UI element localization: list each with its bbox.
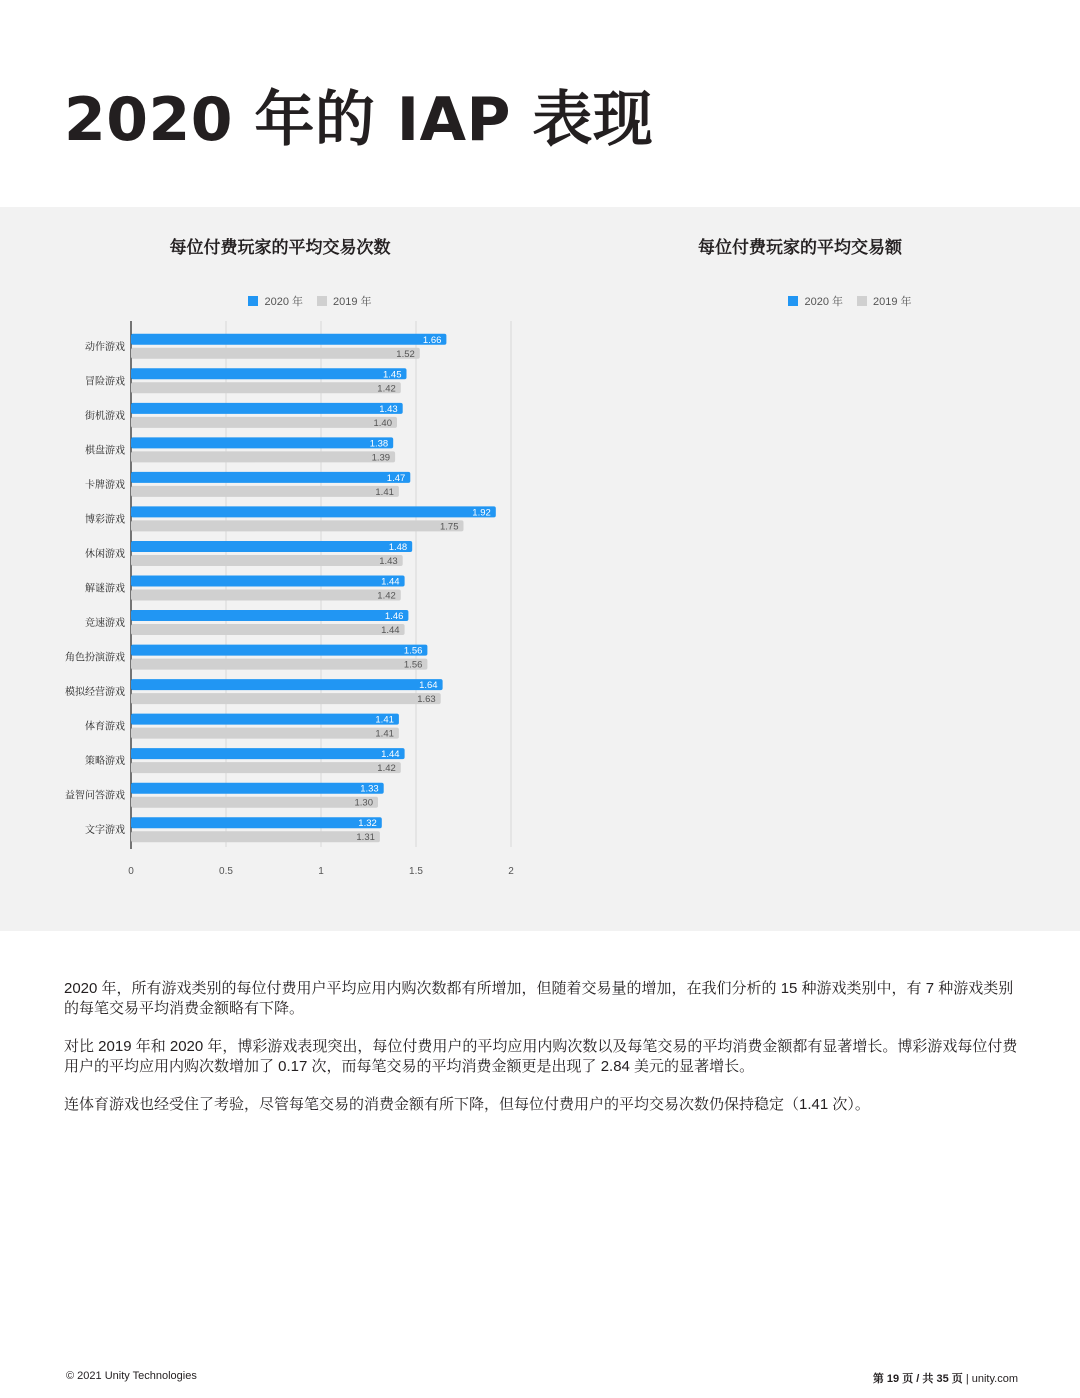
category-label: 棋盘游戏 [85,445,125,457]
category-label: 体育游戏 [85,721,125,733]
bar-2019 [131,382,401,393]
data-label: 1.56 [403,659,423,671]
chart-spend [540,207,1080,931]
chart-svg [540,207,1080,931]
bar-2020 [131,576,405,587]
category-label: 休闲游戏 [85,548,125,560]
category-label: 文字游戏 [85,825,125,837]
data-label: 1.41 [375,486,394,498]
footer-copyright: © 2021 Unity Technologies [66,1370,197,1382]
category-label: 角色扮演游戏 [65,652,125,664]
bar-2019 [131,728,399,739]
bar-2020 [131,437,393,448]
data-label: 1.43 [379,403,398,415]
chart-svg [0,207,540,931]
bar-2020 [131,748,405,759]
paragraph-3: 连体育游戏也经受住了考验，尽管每笔交易的消费金额有所下降，但每位付费用户的平均交易次数仍保持稳定（1.41 次）。 [64,1096,870,1113]
data-label: 1.92 [472,507,491,519]
category-label: 博彩游戏 [85,514,125,526]
x-tick-label: 2 [508,866,514,877]
page-number: 第 19 页 / 共 35 页 [872,1373,963,1385]
legend-label-2019: 2019 年 [333,296,372,308]
x-tick-label: 1 [318,866,324,877]
bar-2019 [131,348,420,359]
page-title: 2020 年的 IAP 表现 [64,85,654,155]
category-label: 卡牌游戏 [85,479,125,491]
bar-2020 [131,783,384,794]
bar-2019 [131,624,405,635]
x-tick-label: 0.5 [219,866,233,877]
body-text [64,979,1019,1133]
data-label: 1.42 [377,763,396,775]
bar-2019 [131,486,399,497]
bar-2019 [131,451,395,462]
chart-title: 每位付费玩家的平均交易额 [698,238,902,258]
category-label: 策略游戏 [85,756,125,768]
paragraph-2: 对比 2019 年和 2020 年，博彩游戏表现突出，每位付费用户的平均应用内购次数以及每笔交易的平均消费金额都有显著增长。博彩游戏每位付费用户的平均应用内购次数增加了 0.17 次，而每笔交易的平均消费金额更是出现了 2.84 美元的显著增长。 [64,1038,1018,1075]
category-label: 解谜游戏 [85,583,125,595]
data-label: 1.44 [381,576,400,588]
data-label: 1.32 [358,818,377,830]
data-label: 1.43 [379,555,398,567]
data-label: 1.45 [383,369,402,381]
data-label: 1.39 [371,452,391,464]
data-label: 1.56 [403,645,423,657]
footer-separator: | [965,1373,969,1385]
data-label: 1.46 [384,611,404,623]
footer-site-link[interactable]: unity.com [971,1373,1018,1385]
data-label: 1.75 [440,521,459,533]
bar-2020 [131,403,403,414]
legend-label-2020: 2020 年 [264,296,303,308]
bar-2020 [131,645,427,656]
data-label: 1.31 [356,832,375,844]
bar-2019 [131,520,464,531]
footer-pagination [873,1370,1018,1386]
data-label: 1.38 [369,438,389,450]
data-label: 1.63 [417,694,436,706]
bar-2019 [131,590,401,601]
bar-2020 [131,714,399,725]
x-tick-label: 1.5 [409,866,423,877]
legend-label-2019: 2019 年 [873,296,912,308]
data-label: 1.33 [360,783,379,795]
bar-2020 [131,506,496,517]
category-label: 竞速游戏 [85,618,125,630]
bar-2020 [131,334,446,345]
category-label: 模拟经营游戏 [65,687,125,699]
data-label: 1.52 [396,348,415,360]
category-label: 冒险游戏 [85,376,125,388]
bar-2020 [131,610,408,621]
data-label: 1.42 [377,383,396,395]
data-label: 1.41 [375,728,394,740]
bar-2019 [131,797,378,808]
data-label: 1.30 [354,797,373,809]
bar-2020 [131,679,443,690]
data-label: 1.48 [388,541,408,553]
bar-2019 [131,831,380,842]
bar-2020 [131,541,412,552]
legend-label-2020: 2020 年 [804,296,843,308]
data-label: 1.44 [381,749,400,761]
bar-2020 [131,817,382,828]
category-label: 街机游戏 [85,410,125,422]
paragraph-1: 2020 年，所有游戏类别的每位付费用户平均应用内购次数都有所增加，但随着交易量的增加，在我们分析的 15 种游戏类别中，有 7 种游戏类别的每笔交易平均消费金额略有下降。 [64,980,1014,1017]
bar-2019 [131,762,401,773]
bar-2019 [131,555,403,566]
chart-transactions [0,207,540,931]
x-tick-label: 0 [128,866,134,877]
data-label: 1.47 [386,472,406,484]
category-label: 益智问答游戏 [65,790,125,802]
bar-2019 [131,417,397,428]
data-label: 1.42 [377,590,396,602]
data-label: 1.64 [419,680,438,692]
bar-2019 [131,693,441,704]
data-label: 1.41 [375,714,394,726]
data-label: 1.44 [381,625,400,637]
data-label: 1.66 [422,334,442,346]
bar-2019 [131,659,427,670]
chart-title: 每位付费玩家的平均交易次数 [169,238,391,258]
bar-2020 [131,472,410,483]
bar-2020 [131,368,407,379]
charts-panel [0,207,1080,931]
category-label: 动作游戏 [85,341,125,353]
data-label: 1.40 [373,417,392,429]
